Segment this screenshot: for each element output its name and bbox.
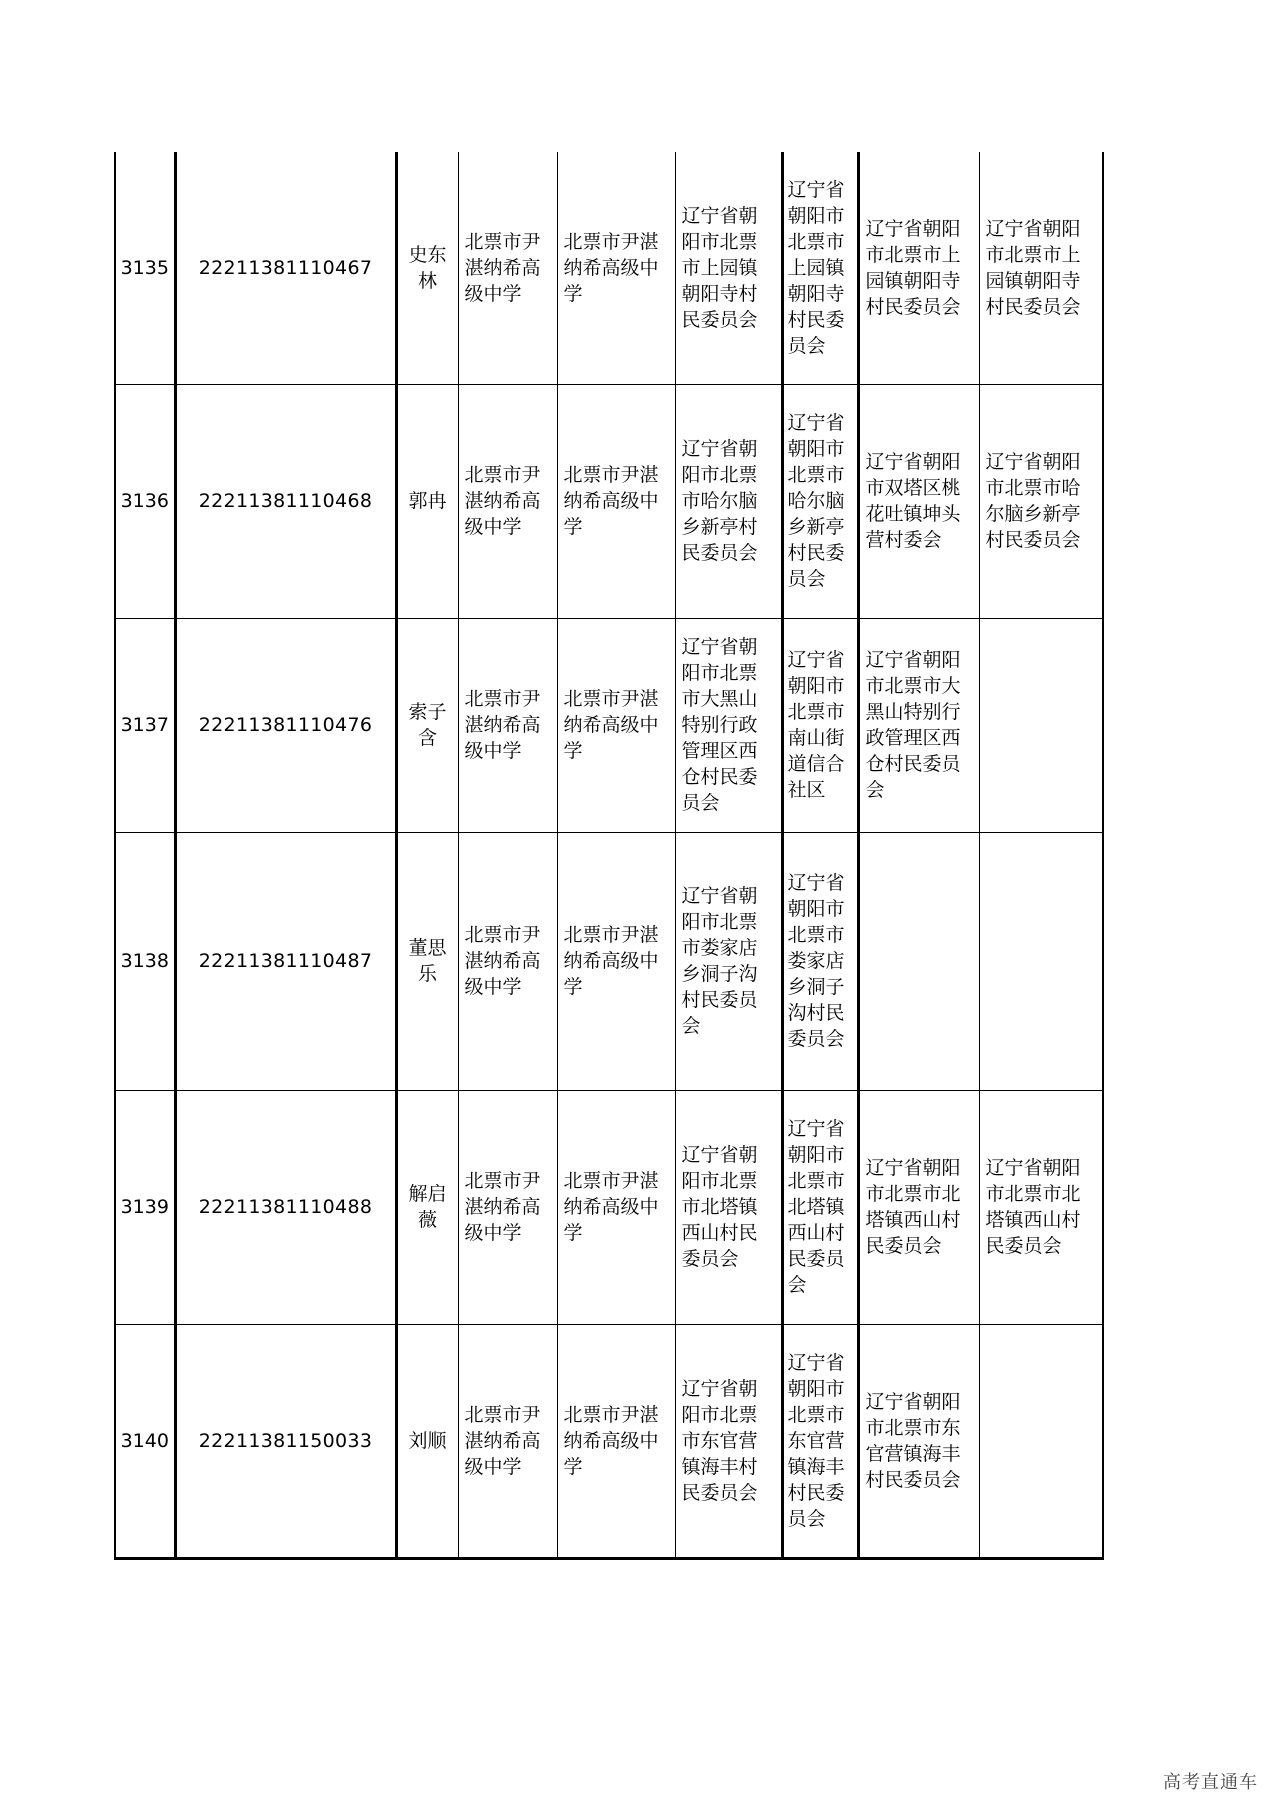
graduated-school-cell: 北票市尹湛纳希高级中学	[458, 384, 557, 618]
graduated-school-cell: 北票市尹湛纳希高级中学	[458, 1324, 557, 1558]
residence-cell: 辽宁省朝阳市北票市娄家店乡洞子沟村民委员会	[782, 832, 858, 1090]
father-household-cell: 辽宁省朝阳市北票市北塔镇西山村民委员会	[858, 1090, 979, 1324]
seq-cell: 3136	[115, 384, 175, 618]
father-household-cell: 辽宁省朝阳市双塔区桃花吐镇坤头营村委会	[858, 384, 979, 618]
table-row	[115, 832, 1103, 1090]
household-address-cell: 辽宁省朝阳市北票市大黑山特别行政管理区西仓村民委员会	[675, 618, 782, 832]
father-household-cell	[858, 832, 979, 1090]
mother-household-cell	[979, 1324, 1103, 1558]
household-address-cell: 辽宁省朝阳市北票市哈尔脑乡新亭村民委员会	[675, 384, 782, 618]
residence-cell: 辽宁省朝阳市北票市南山街道信合社区	[782, 618, 858, 832]
seq-cell: 3135	[115, 152, 175, 384]
table-row	[115, 152, 1103, 384]
mother-household-cell	[979, 618, 1103, 832]
graduated-school-cell: 北票市尹湛纳希高级中学	[458, 618, 557, 832]
enrolled-school-cell: 北票市尹湛纳希高级中学	[557, 384, 675, 618]
father-household-cell: 辽宁省朝阳市北票市东官营镇海丰村民委员会	[858, 1324, 979, 1558]
mother-household-cell: 辽宁省朝阳市北票市哈尔脑乡新亭村民委员会	[979, 384, 1103, 618]
graduated-school-cell: 北票市尹湛纳希高级中学	[458, 832, 557, 1090]
table-row	[115, 1324, 1103, 1558]
name-cell: 解启薇	[396, 1090, 458, 1324]
student-records-table	[114, 152, 1104, 1560]
watermark-text: 高考直通车	[1163, 1772, 1258, 1793]
residence-cell: 辽宁省朝阳市北票市上园镇朝阳寺村民委员会	[782, 152, 858, 384]
mother-household-cell: 辽宁省朝阳市北票市北塔镇西山村民委员会	[979, 1090, 1103, 1324]
name-cell: 史东林	[396, 152, 458, 384]
table-row	[115, 1090, 1103, 1324]
table-row	[115, 384, 1103, 618]
household-address-cell: 辽宁省朝阳市北票市上园镇朝阳寺村民委员会	[675, 152, 782, 384]
seq-cell: 3140	[115, 1324, 175, 1558]
exam-id-cell: 22211381110467	[175, 152, 396, 384]
graduated-school-cell: 北票市尹湛纳希高级中学	[458, 1090, 557, 1324]
name-cell: 董思乐	[396, 832, 458, 1090]
father-household-cell: 辽宁省朝阳市北票市上园镇朝阳寺村民委员会	[858, 152, 979, 384]
enrolled-school-cell: 北票市尹湛纳希高级中学	[557, 1090, 675, 1324]
exam-id-cell: 22211381110487	[175, 832, 396, 1090]
residence-cell: 辽宁省朝阳市北票市东官营镇海丰村民委员会	[782, 1324, 858, 1558]
graduated-school-cell: 北票市尹湛纳希高级中学	[458, 152, 557, 384]
household-address-cell: 辽宁省朝阳市北票市东官营镇海丰村民委员会	[675, 1324, 782, 1558]
household-address-cell: 辽宁省朝阳市北票市娄家店乡洞子沟村民委员会	[675, 832, 782, 1090]
mother-household-cell: 辽宁省朝阳市北票市上园镇朝阳寺村民委员会	[979, 152, 1103, 384]
exam-id-cell: 22211381110476	[175, 618, 396, 832]
name-cell: 索子含	[396, 618, 458, 832]
father-household-cell: 辽宁省朝阳市北票市大黑山特别行政管理区西仓村民委员会	[858, 618, 979, 832]
residence-cell: 辽宁省朝阳市北票市哈尔脑乡新亭村民委员会	[782, 384, 858, 618]
name-cell: 郭冉	[396, 384, 458, 618]
enrolled-school-cell: 北票市尹湛纳希高级中学	[557, 618, 675, 832]
table-row	[115, 618, 1103, 832]
residence-cell: 辽宁省朝阳市北票市北塔镇西山村民委员会	[782, 1090, 858, 1324]
seq-cell: 3137	[115, 618, 175, 832]
mother-household-cell	[979, 832, 1103, 1090]
enrolled-school-cell: 北票市尹湛纳希高级中学	[557, 152, 675, 384]
name-cell: 刘顺	[396, 1324, 458, 1558]
seq-cell: 3139	[115, 1090, 175, 1324]
seq-cell: 3138	[115, 832, 175, 1090]
exam-id-cell: 22211381110468	[175, 384, 396, 618]
enrolled-school-cell: 北票市尹湛纳希高级中学	[557, 832, 675, 1090]
exam-id-cell: 22211381150033	[175, 1324, 396, 1558]
enrolled-school-cell: 北票市尹湛纳希高级中学	[557, 1324, 675, 1558]
exam-id-cell: 22211381110488	[175, 1090, 396, 1324]
household-address-cell: 辽宁省朝阳市北票市北塔镇西山村民委员会	[675, 1090, 782, 1324]
